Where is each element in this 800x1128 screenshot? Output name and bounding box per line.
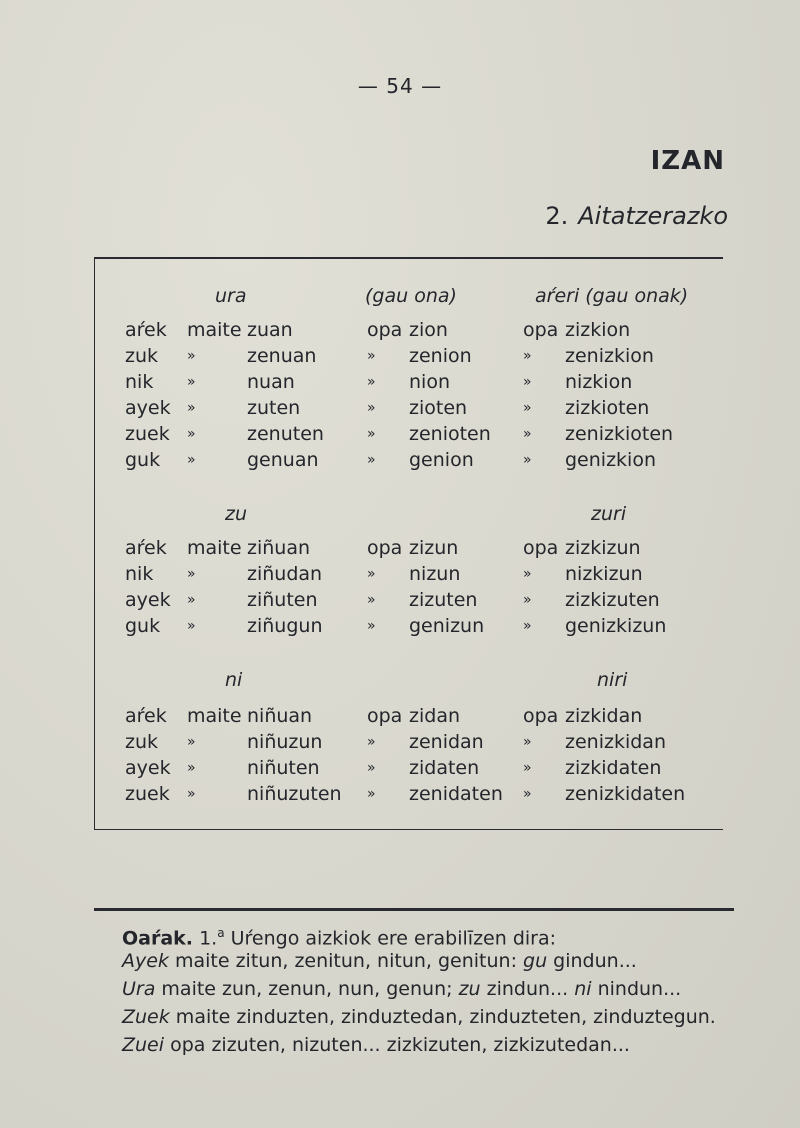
table-row xyxy=(95,371,723,397)
table-row xyxy=(95,615,723,641)
cell-verb3: nizkion xyxy=(565,371,633,393)
cell-aux3: » xyxy=(523,760,532,776)
cell-aux3: » xyxy=(523,566,532,582)
cell-verb2: zion xyxy=(409,319,448,341)
notes-text: zindun... xyxy=(480,978,575,1000)
notes-text: gindun... xyxy=(547,950,637,972)
cell-subj: ayek xyxy=(125,589,171,611)
cell-aux1: » xyxy=(187,734,196,750)
cell-subj: ayek xyxy=(125,397,171,419)
cell-verb2: nizun xyxy=(409,563,461,585)
notes-text: zu xyxy=(458,978,481,1000)
cell-verb2: zenioten xyxy=(409,423,491,445)
cell-aux1: » xyxy=(187,618,196,634)
table-row xyxy=(95,757,723,783)
notes-line xyxy=(94,1031,734,1059)
cell-aux2: » xyxy=(367,760,376,776)
cell-aux1: » xyxy=(187,348,196,364)
cell-aux2: opa xyxy=(367,537,403,559)
table-row xyxy=(95,319,723,345)
cell-aux1: maite xyxy=(187,537,242,559)
table-row xyxy=(95,423,723,449)
table-row xyxy=(95,397,723,423)
cell-verb1: zuan xyxy=(247,319,293,341)
header-areri: aŕeri (gau onak) xyxy=(535,285,689,307)
header-ni: ni xyxy=(225,669,243,691)
cell-verb2: genion xyxy=(409,449,474,471)
notes-number-sup: a xyxy=(217,926,225,940)
cell-aux3: » xyxy=(523,452,532,468)
cell-verb3: zizkizuten xyxy=(565,589,660,611)
cell-verb2: zidan xyxy=(409,705,460,727)
cell-aux1: maite xyxy=(187,705,242,727)
notes-label: Oaŕak. xyxy=(122,927,194,950)
notes-text: Zuek xyxy=(122,1006,170,1028)
cell-verb3: genizkion xyxy=(565,449,656,471)
cell-aux3: opa xyxy=(523,319,559,341)
cell-aux2: » xyxy=(367,566,376,582)
cell-subj: aŕek xyxy=(125,319,167,341)
table-row xyxy=(95,705,723,731)
cell-verb3: zenizkion xyxy=(565,345,654,367)
cell-aux1: » xyxy=(187,760,196,776)
cell-verb2: zioten xyxy=(409,397,468,419)
cell-aux1: » xyxy=(187,426,196,442)
notes-number: 1. xyxy=(199,927,218,950)
cell-verb1: ziñuten xyxy=(247,589,318,611)
notes-text: Zuei xyxy=(122,1034,165,1056)
cell-aux1: » xyxy=(187,592,196,608)
cell-verb1: zenuan xyxy=(247,345,317,367)
notes-text: gu xyxy=(523,950,548,972)
cell-aux2: » xyxy=(367,452,376,468)
cell-aux3: » xyxy=(523,592,532,608)
notes-text: Ura xyxy=(122,978,156,1000)
cell-verb3: zenizkidan xyxy=(565,731,666,753)
cell-verb2: zenion xyxy=(409,345,472,367)
notes-intro xyxy=(94,919,734,950)
cell-verb1: niñuzuten xyxy=(247,783,342,805)
cell-subj: guk xyxy=(125,615,161,637)
cell-aux2: » xyxy=(367,786,376,802)
cell-verb3: zenizkioten xyxy=(565,423,674,445)
notes-text: Ayek xyxy=(122,950,169,972)
cell-aux1: » xyxy=(187,452,196,468)
subtitle-text: Aitatzerazko xyxy=(578,202,728,230)
cell-aux3: » xyxy=(523,786,532,802)
notes-line xyxy=(94,975,734,1003)
cell-aux2: » xyxy=(367,374,376,390)
cell-verb3: zizkizun xyxy=(565,537,641,559)
page-number: — 54 — xyxy=(357,74,443,98)
cell-verb1: genuan xyxy=(247,449,319,471)
notes-line xyxy=(94,947,734,975)
notes-block xyxy=(94,908,734,1059)
notes-text: maite zitun, zenitun, nitun, genitun: xyxy=(168,950,524,972)
cell-subj: guk xyxy=(125,449,161,471)
cell-verb3: zizkion xyxy=(565,319,631,341)
cell-aux3: opa xyxy=(523,537,559,559)
page-title: IZAN xyxy=(650,146,725,176)
notes-line xyxy=(94,1003,734,1031)
cell-subj: aŕek xyxy=(125,705,167,727)
cell-verb3: nizkizun xyxy=(565,563,643,585)
cell-verb1: niñuan xyxy=(247,705,313,727)
cell-verb1: niñuten xyxy=(247,757,320,779)
cell-verb1: zenuten xyxy=(247,423,324,445)
subtitle xyxy=(545,202,728,230)
table-row xyxy=(95,589,723,615)
cell-verb2: zidaten xyxy=(409,757,480,779)
notes-intro-text: Uŕengo aizkiok ere erabilīzen dira: xyxy=(230,927,557,950)
cell-aux2: » xyxy=(367,348,376,364)
header-zu: zu xyxy=(225,503,248,525)
cell-verb3: zizkioten xyxy=(565,397,650,419)
cell-subj: nik xyxy=(125,563,154,585)
cell-verb3: zizkidan xyxy=(565,705,643,727)
cell-aux1: » xyxy=(187,786,196,802)
cell-verb2: zenidaten xyxy=(409,783,503,805)
table-row xyxy=(95,563,723,589)
header-ura: ura xyxy=(215,285,247,307)
cell-aux3: » xyxy=(523,400,532,416)
table-row xyxy=(95,537,723,563)
cell-verb1: zuten xyxy=(247,397,301,419)
cell-verb1: ziñuan xyxy=(247,537,311,559)
cell-aux2: opa xyxy=(367,705,403,727)
cell-aux1: » xyxy=(187,566,196,582)
cell-aux1: maite xyxy=(187,319,242,341)
cell-verb3: zizkidaten xyxy=(565,757,662,779)
notes-text: nindun... xyxy=(591,978,682,1000)
subtitle-number: 2. xyxy=(545,202,569,230)
cell-aux2: » xyxy=(367,618,376,634)
header-gau-ona: (gau ona) xyxy=(365,285,457,307)
notes-text: maite zinduzten, zinduztedan, zinduzteten, zinduztegun. xyxy=(169,1006,716,1028)
notes-text: ni xyxy=(574,978,592,1000)
cell-aux2: » xyxy=(367,734,376,750)
cell-aux3: » xyxy=(523,734,532,750)
cell-verb2: zizuten xyxy=(409,589,478,611)
cell-verb2: zenidan xyxy=(409,731,484,753)
cell-aux3: opa xyxy=(523,705,559,727)
cell-subj: zuek xyxy=(125,423,170,445)
cell-subj: aŕek xyxy=(125,537,167,559)
cell-verb1: niñuzun xyxy=(247,731,323,753)
cell-aux3: » xyxy=(523,618,532,634)
notes-text: maite zun, zenun, nun, genun; xyxy=(155,978,459,1000)
cell-verb2: nion xyxy=(409,371,450,393)
cell-aux3: » xyxy=(523,348,532,364)
cell-verb2: genizun xyxy=(409,615,485,637)
cell-aux2: » xyxy=(367,400,376,416)
cell-verb1: ziñudan xyxy=(247,563,323,585)
notes-text: opa zizuten, nizuten... zizkizuten, zizkizutedan... xyxy=(164,1034,630,1056)
cell-aux3: » xyxy=(523,374,532,390)
cell-verb3: genizkizun xyxy=(565,615,667,637)
cell-verb1: ziñugun xyxy=(247,615,323,637)
conjugation-table xyxy=(94,257,723,830)
cell-verb2: zizun xyxy=(409,537,459,559)
header-zuri: zuri xyxy=(591,503,627,525)
table-row xyxy=(95,731,723,757)
cell-subj: nik xyxy=(125,371,154,393)
cell-aux2: » xyxy=(367,592,376,608)
cell-aux2: opa xyxy=(367,319,403,341)
cell-verb3: zenizkidaten xyxy=(565,783,686,805)
cell-subj: zuk xyxy=(125,345,159,367)
cell-verb1: nuan xyxy=(247,371,295,393)
cell-subj: zuek xyxy=(125,783,170,805)
cell-aux1: » xyxy=(187,374,196,390)
cell-aux2: » xyxy=(367,426,376,442)
cell-aux1: » xyxy=(187,400,196,416)
cell-subj: zuk xyxy=(125,731,159,753)
header-niri: niri xyxy=(597,669,628,691)
cell-subj: ayek xyxy=(125,757,171,779)
table-row xyxy=(95,449,723,475)
table-row xyxy=(95,345,723,371)
table-row xyxy=(95,783,723,809)
cell-aux3: » xyxy=(523,426,532,442)
